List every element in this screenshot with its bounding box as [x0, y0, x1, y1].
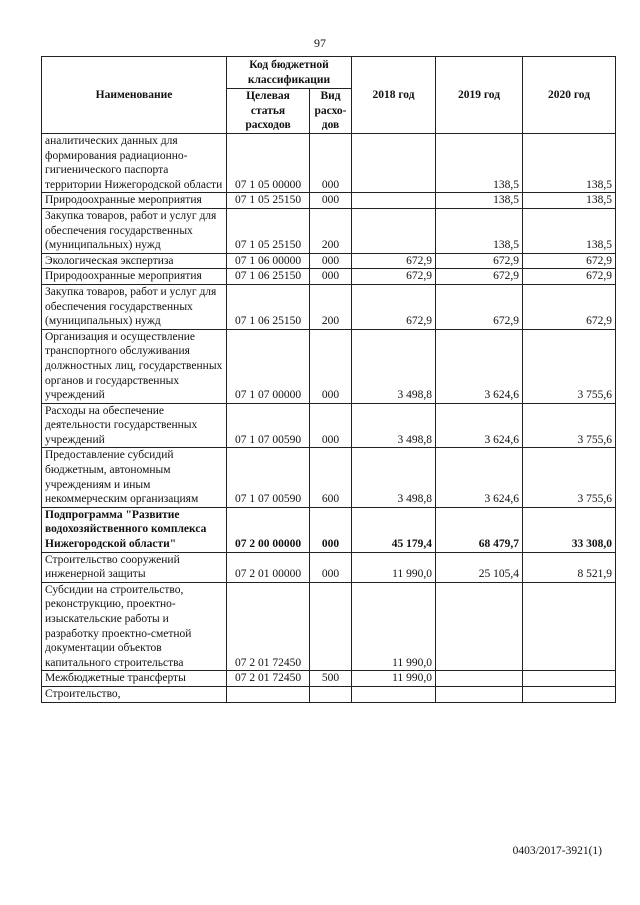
value-2018-cell: 11 990,0 — [352, 671, 436, 687]
value-2019-cell: 3 624,6 — [436, 403, 523, 448]
value-2019-cell: 672,9 — [436, 269, 523, 285]
table-row — [42, 253, 616, 269]
table-row — [42, 686, 616, 702]
value-2020-cell: 138,5 — [523, 208, 616, 253]
value-2018-cell — [352, 686, 436, 702]
value-2018-cell: 3 498,8 — [352, 448, 436, 507]
table-row — [42, 208, 616, 253]
value-2018-cell: 672,9 — [352, 269, 436, 285]
header-name: Наименование — [42, 57, 227, 134]
target-article-cell: 07 2 00 00000 — [227, 507, 310, 552]
value-2018-cell: 672,9 — [352, 284, 436, 329]
target-article-cell: 07 1 05 25150 — [227, 208, 310, 253]
value-2019-cell — [436, 686, 523, 702]
value-2018-cell: 3 498,8 — [352, 403, 436, 448]
expense-kind-cell: 600 — [310, 448, 352, 507]
row-name-cell: Субсидии на строительство, реконструкцию, проектно-изыскательские работы и разработку проектно-сметной документации объектов капитального строительства — [42, 582, 227, 671]
value-2020-cell: 3 755,6 — [523, 329, 616, 403]
value-2020-cell: 672,9 — [523, 253, 616, 269]
value-2019-cell: 25 105,4 — [436, 552, 523, 582]
table-row — [42, 671, 616, 687]
table-row — [42, 329, 616, 403]
expense-kind-cell: 500 — [310, 671, 352, 687]
row-name-cell: Природоохранные мероприятия — [42, 269, 227, 285]
row-name-cell: Строительство, — [42, 686, 227, 702]
value-2020-cell: 138,5 — [523, 193, 616, 209]
table-row — [42, 193, 616, 209]
expense-kind-cell: 200 — [310, 208, 352, 253]
header-2019: 2019 год — [436, 57, 523, 134]
value-2020-cell — [523, 671, 616, 687]
table-row — [42, 284, 616, 329]
value-2020-cell: 3 755,6 — [523, 448, 616, 507]
value-2020-cell: 33 308,0 — [523, 507, 616, 552]
value-2018-cell: 11 990,0 — [352, 552, 436, 582]
value-2019-cell: 672,9 — [436, 253, 523, 269]
value-2019-cell: 138,5 — [436, 193, 523, 209]
row-name-cell: Подпрограмма "Развитие водохозяйственного комплекса Нижегородской области" — [42, 507, 227, 552]
row-name-cell: Предоставление субсидий бюджетным, автономным учреждениям и иным некоммерческим организациям — [42, 448, 227, 507]
value-2020-cell — [523, 686, 616, 702]
value-2018-cell: 672,9 — [352, 253, 436, 269]
value-2019-cell: 3 624,6 — [436, 448, 523, 507]
document-code: 0403/2017-3921(1) — [512, 845, 602, 857]
target-article-cell: 07 2 01 72450 — [227, 582, 310, 671]
row-name-cell: Организация и осуществление транспортного обслуживания должностных лиц, государственных органов и государственных учреждений — [42, 329, 227, 403]
value-2018-cell: 45 179,4 — [352, 507, 436, 552]
row-name-cell: Расходы на обеспечение деятельности государственных учреждений — [42, 403, 227, 448]
row-name-cell: Природоохранные мероприятия — [42, 193, 227, 209]
expense-kind-cell — [310, 686, 352, 702]
value-2020-cell: 138,5 — [523, 134, 616, 193]
header-2018: 2018 год — [352, 57, 436, 134]
target-article-cell: 07 1 07 00000 — [227, 329, 310, 403]
header-2020: 2020 год — [523, 57, 616, 134]
target-article-cell: 07 1 05 25150 — [227, 193, 310, 209]
value-2019-cell — [436, 671, 523, 687]
value-2020-cell — [523, 582, 616, 671]
table-row — [42, 582, 616, 671]
expense-kind-cell: 000 — [310, 253, 352, 269]
row-name-cell: Экологическая экспертиза — [42, 253, 227, 269]
page-number: 97 — [314, 36, 326, 50]
target-article-cell: 07 1 06 25150 — [227, 269, 310, 285]
table-row — [42, 269, 616, 285]
expense-kind-cell — [310, 582, 352, 671]
table-row — [42, 448, 616, 507]
expense-kind-cell: 000 — [310, 193, 352, 209]
target-article-cell: 07 1 07 00590 — [227, 403, 310, 448]
row-name-cell: Закупка товаров, работ и услуг для обеспечения государственных (муниципальных) нужд — [42, 208, 227, 253]
value-2020-cell: 672,9 — [523, 269, 616, 285]
target-article-cell: 07 1 06 25150 — [227, 284, 310, 329]
header-expense-kind: Вид расхо-дов — [310, 89, 352, 134]
value-2020-cell: 3 755,6 — [523, 403, 616, 448]
expense-kind-cell: 000 — [310, 134, 352, 193]
value-2018-cell — [352, 134, 436, 193]
target-article-cell: 07 2 01 00000 — [227, 552, 310, 582]
expense-kind-cell: 000 — [310, 507, 352, 552]
row-name-cell: Межбюджетные трансферты — [42, 671, 227, 687]
expense-kind-cell: 000 — [310, 269, 352, 285]
value-2018-cell: 11 990,0 — [352, 582, 436, 671]
value-2019-cell: 3 624,6 — [436, 329, 523, 403]
table-row — [42, 403, 616, 448]
expense-kind-cell: 000 — [310, 552, 352, 582]
expense-kind-cell: 200 — [310, 284, 352, 329]
header-classification: Код бюджетной классификации — [227, 57, 352, 89]
value-2019-cell: 68 479,7 — [436, 507, 523, 552]
target-article-cell: 07 1 06 00000 — [227, 253, 310, 269]
target-article-cell: 07 1 07 00590 — [227, 448, 310, 507]
table-row — [42, 552, 616, 582]
value-2018-cell: 3 498,8 — [352, 329, 436, 403]
value-2018-cell — [352, 208, 436, 253]
row-name-cell: аналитических данных для формирования радиационно-гигиенического паспорта территории Нижегородской области — [42, 134, 227, 193]
header-target-article: Целевая статья расходов — [227, 89, 310, 134]
budget-table — [41, 56, 616, 703]
value-2019-cell: 138,5 — [436, 208, 523, 253]
table-row — [42, 134, 616, 193]
value-2019-cell — [436, 582, 523, 671]
target-article-cell: 07 1 05 00000 — [227, 134, 310, 193]
target-article-cell: 07 2 01 72450 — [227, 671, 310, 687]
table-row — [42, 507, 616, 552]
expense-kind-cell: 000 — [310, 329, 352, 403]
value-2019-cell: 672,9 — [436, 284, 523, 329]
row-name-cell: Строительство сооружений инженерной защиты — [42, 552, 227, 582]
expense-kind-cell: 000 — [310, 403, 352, 448]
row-name-cell: Закупка товаров, работ и услуг для обеспечения государственных (муниципальных) нужд — [42, 284, 227, 329]
value-2020-cell: 8 521,9 — [523, 552, 616, 582]
value-2020-cell: 672,9 — [523, 284, 616, 329]
target-article-cell — [227, 686, 310, 702]
value-2019-cell: 138,5 — [436, 134, 523, 193]
value-2018-cell — [352, 193, 436, 209]
